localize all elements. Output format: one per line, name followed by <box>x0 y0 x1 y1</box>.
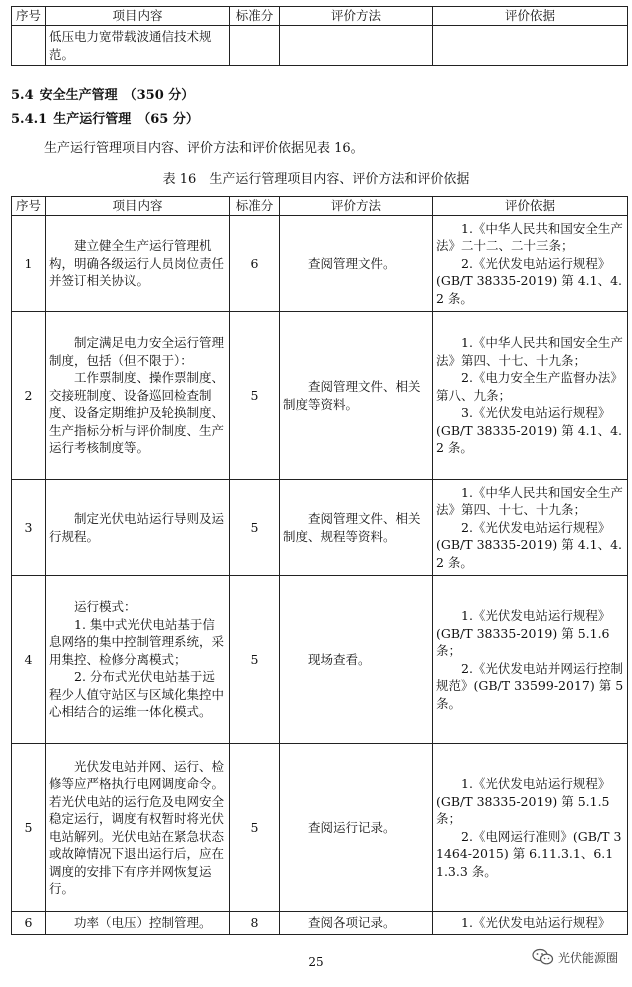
table-row <box>12 216 628 312</box>
section-score: （350 分） <box>123 88 195 103</box>
cell-basis: 1.《光伏发电站运行规程》 <box>433 912 628 935</box>
cell-method: 查阅管理文件、相关制度等资料。 <box>280 312 433 480</box>
cell-basis: 1.《中华人民共和国安全生产法》第四、十七、十九条； 2.《光伏发电站运行规程》(GB/T 38335-2019) 第 4.1、4.2 条。 <box>433 480 628 576</box>
subsection-title: 生产运行管理 <box>53 112 132 127</box>
table-row <box>12 312 628 480</box>
cell-no: 2 <box>12 312 46 480</box>
section-heading <box>11 84 200 103</box>
cell-content: 制定满足电力安全运行管理制度，包括（但不限于）： 工作票制度、操作票制度、交接班制度、设备巡回检查制度、设备定期维护及轮换制度、生产指标分析与评价制度、生产运行考核制度等。 <box>46 312 230 480</box>
intro-text: 生产运行管理项目内容、评价方法和评价依据见表 16。 <box>44 141 364 156</box>
cell-method: 查阅各项记录。 <box>280 912 433 935</box>
cell-score: 8 <box>230 912 280 935</box>
page-number: 25 <box>308 955 324 969</box>
cell-content: 低压电力宽带载波通信技术规范。 <box>46 26 230 66</box>
header-content: 项目内容 <box>46 197 230 216</box>
subsection-heading <box>11 108 205 127</box>
cell-content: 制定光伏电站运行导则及运行规程。 <box>46 480 230 576</box>
cell-no: 3 <box>12 480 46 576</box>
header-score: 标准分 <box>230 197 280 216</box>
continued-table <box>11 6 628 66</box>
cell-basis: 1.《中华人民共和国安全生产法》第四、十七、十九条； 2.《电力安全生产监督办法》第八、九条； 3.《光伏发电站运行规程》(GB/T 38335-2019) 第 4.1、4.2 条。 <box>433 312 628 480</box>
header-basis: 评价依据 <box>433 197 628 216</box>
section-number: 5.4 <box>11 88 34 103</box>
cell-method: 现场查看。 <box>280 576 433 744</box>
cell-score: 5 <box>230 312 280 480</box>
table-row <box>12 26 628 66</box>
cell-method: 查阅运行记录。 <box>280 744 433 912</box>
cell-score: 5 <box>230 480 280 576</box>
header-content: 项目内容 <box>46 7 230 26</box>
header-method: 评价方法 <box>280 7 433 26</box>
cell-no: 5 <box>12 744 46 912</box>
watermark-text: 光伏能源圈 <box>557 950 618 965</box>
table-row <box>12 912 628 935</box>
cell-basis: 1.《光伏发电站运行规程》(GB/T 38335-2019) 第 5.1.5 条； 2.《电网运行准则》(GB/T 31464-2015) 第 6.11.3.1、6.11.3.3 条。 <box>433 744 628 912</box>
cell-no: 1 <box>12 216 46 312</box>
cell-basis <box>433 26 628 66</box>
header-no: 序号 <box>12 7 46 26</box>
table-header-row <box>12 197 628 216</box>
header-method: 评价方法 <box>280 197 433 216</box>
header-no: 序号 <box>12 197 46 216</box>
cell-no: 6 <box>12 912 46 935</box>
section-title: 安全生产管理 <box>39 88 118 103</box>
cell-basis: 1.《中华人民共和国安全生产法》二十二、二十三条； 2.《光伏发电站运行规程》(GB/T 38335-2019) 第 4.1、4.2 条。 <box>433 216 628 312</box>
cell-score: 5 <box>230 744 280 912</box>
table-caption: 表 16 生产运行管理项目内容、评价方法和评价依据 <box>162 172 470 187</box>
cell-score: 5 <box>230 576 280 744</box>
cell-no: 4 <box>12 576 46 744</box>
cell-content: 光伏发电站并网、运行、检修等应严格执行电网调度命令。若光伏电站的运行危及电网安全稳定运行，调度有权暂时将光伏电站解列。光伏电站在紧急状态或故障情况下退出运行后，应在调度的安排下有序并网恢复运行。 <box>46 744 230 912</box>
subsection-number: 5.4.1 <box>11 112 48 127</box>
cell-basis: 1.《光伏发电站运行规程》(GB/T 38335-2019) 第 5.1.6 条； 2.《光伏发电站并网运行控制规范》(GB/T 33599-2017) 第 5 条。 <box>433 576 628 744</box>
cell-method: 查阅管理文件。 <box>280 216 433 312</box>
wechat-icon <box>532 948 554 966</box>
cell-no <box>12 26 46 66</box>
cell-score <box>230 26 280 66</box>
header-score: 标准分 <box>230 7 280 26</box>
header-basis: 评价依据 <box>433 7 628 26</box>
table-row <box>12 744 628 912</box>
cell-method <box>280 26 433 66</box>
subsection-score: （65 分） <box>137 112 199 127</box>
watermark <box>532 948 618 966</box>
table-row <box>12 480 628 576</box>
cell-method: 查阅管理文件、相关制度、规程等资料。 <box>280 480 433 576</box>
cell-score: 6 <box>230 216 280 312</box>
table-16 <box>11 196 628 935</box>
table-row <box>12 576 628 744</box>
table-header-row <box>12 7 628 26</box>
cell-content: 建立健全生产运行管理机构，明确各级运行人员岗位责任并签订相关协议。 <box>46 216 230 312</box>
cell-content: 运行模式： 1. 集中式光伏电站基于信息网络的集中控制管理系统，采用集控、检修分离模式； 2. 分布式光伏电站基于远程少人值守站区与区域化集控中心相结合的运维一体化模式。 <box>46 576 230 744</box>
cell-content: 功率（电压）控制管理。 <box>46 912 230 935</box>
